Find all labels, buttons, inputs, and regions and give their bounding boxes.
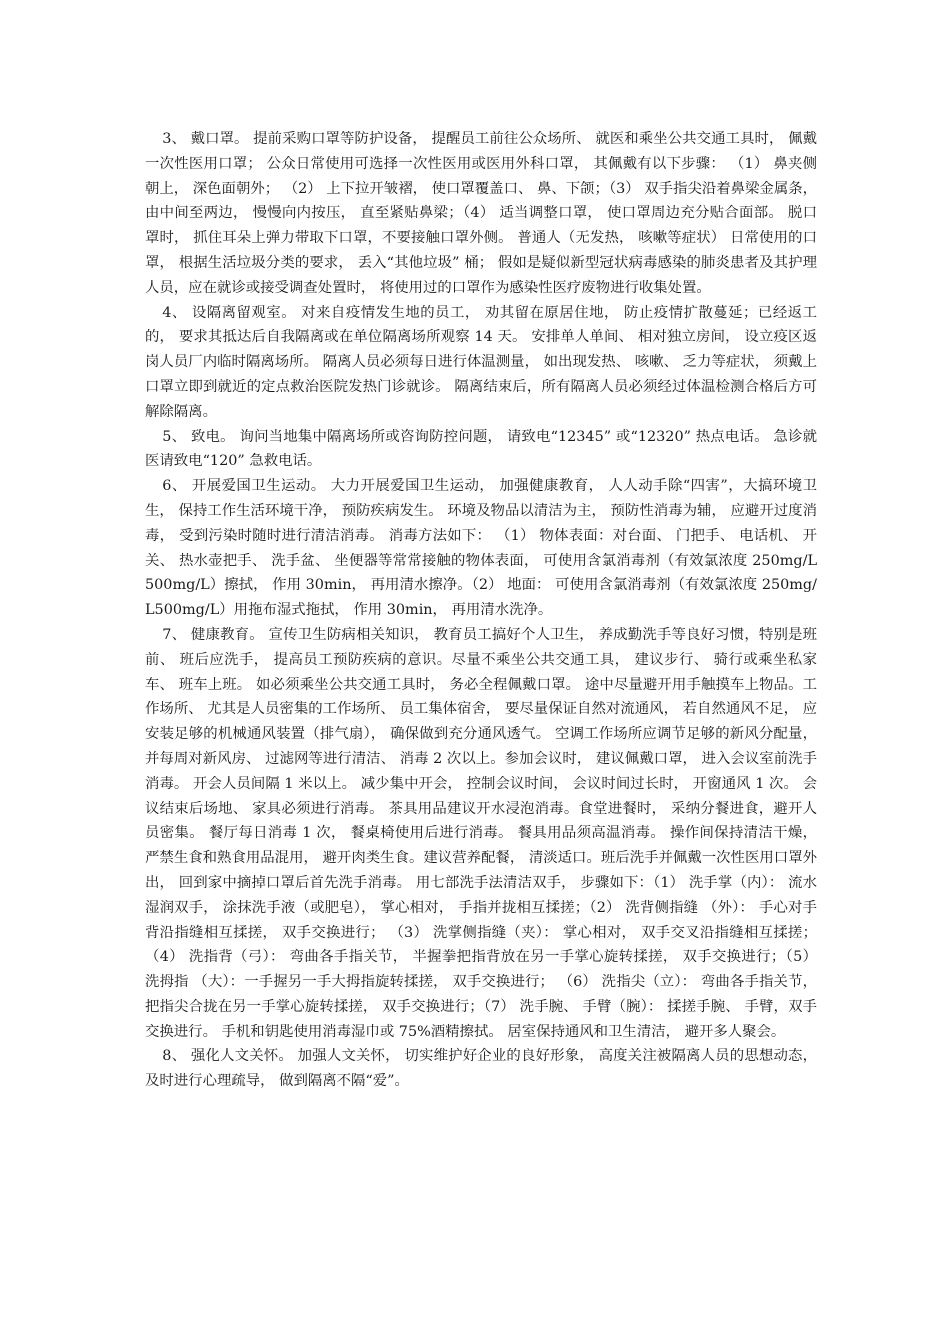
paragraph-sanitation-campaign: 6、 开展爱国卫生运动。 大力开展爱国卫生运动， 加强健康教育， 人人动手除“四害”，大搞环境卫生， 保持工作生活环境干净， 预防疾病发生。 环境及物品以清洁为主， 预防性消毒为辅， 应避开过度消毒， 受到污染时随时进行清洁消毒。 消毒方法如下： （1） 物体表面：对台面、 门把手、 电话机、 开关、 热水壶把手、 洗手盆、 坐便器等常常接触的物体表面， 可使用含氯消毒剂（有效氯浓度 250mg/L500mg/L）擦拭， 作用 30min， 再用清水擦净。（2） 地面： 可使用含氯消毒剂（有效氯浓度 250mg/L500mg/L）用拖布湿式拖拭， 作用 30min， 再用清水洗净。	[145, 478, 817, 619]
paragraph-isolation-room: 4、 设隔离留观室。 对来自疫情发生地的员工， 劝其留在原居住地， 防止疫情扩散蔓延；已经返工的， 要求其抵达后自我隔离或在单位隔离场所观察 14 天。 安排单人单间、 相对独立房间， 设立疫区返岗人员厂内临时隔离场所。 隔离人员必须每日进行体温测量， 如出现发热、 咳嗽、 乏力等症状， 须戴上口罩立即到就近的定点救治医院发热门诊就诊。 隔离结束后，所有隔离人员必须经过体温检测合格后方可解除隔离。	[145, 304, 817, 420]
paragraph-wear-mask: 3、 戴口罩。 提前采购口罩等防护设备， 提醒员工前往公众场所、 就医和乘坐公共交通工具时， 佩戴一次性医用口罩； 公众日常使用可选择一次性医用或医用外科口罩， 其佩戴有以下步骤： （1） 鼻夹侧朝上， 深色面朝外； （2） 上下拉开皱褶， 使口罩覆盖口、 鼻、下颌；（3） 双手指尖沿着鼻梁金属条， 由中间至两边， 慢慢向内按压， 直至紧贴鼻梁；（4） 适当调整口罩， 使口罩周边充分贴合面部。 脱口罩时， 抓住耳朵上弹力带取下口罩，不要接触口罩外侧。 普通人（无发热， 咳嗽等症状） 日常使用的口罩， 根据生活垃圾分类的要求， 丢入“其他垃圾” 桶； 假如是疑似新型冠状病毒感染的肺炎患者及其护理人员，应在就诊或接受调查处置时， 将使用过的口罩作为感染性医疗废物进行收集处置。	[145, 131, 817, 296]
document-body	[145, 127, 817, 1094]
paragraph-humanistic-care: 8、 强化人文关怀。 加强人文关怀， 切实维护好企业的良好形象， 高度关注被隔离人员的思想动态， 及时进行心理疏导， 做到隔离不隔“爱”。	[145, 1048, 817, 1090]
paragraph-phone-call: 5、 致电。 询问当地集中隔离场所或咨询防控问题， 请致电“12345” 或“12320” 热点电话。 急诊就医请致电“120” 急救电话。	[145, 428, 817, 470]
paragraph-health-education: 7、 健康教育。 宣传卫生防病相关知识， 教育员工搞好个人卫生， 养成勤洗手等良好习惯，特别是班前、 班后应洗手， 提高员工预防疾病的意识。尽量不乘坐公共交通工具， 建议步行、 骑行或乘坐私家车、 班车上班。 如必须乘坐公共交通工具时， 务必全程佩戴口罩。 途中尽量避开用手触摸车上物品。工作场所、 尤其是人员密集的工作场所、 员工集体宿舍， 要尽量保证自然对流通风， 若自然通风不足， 应安装足够的机械通风装置（排气扇）， 确保做到充分通风透气。 空调工作场所应调节足够的新风分配量， 并每周对新风房、 过滤网等进行清洁、 消毒 2 次以上。参加会议时， 建议佩戴口罩， 进入会议室前洗手消毒。 开会人员间隔 1 米以上。 减少集中开会， 控制会议时间， 会议时间过长时， 开窗通风 1 次。 会议结束后场地、 家具必须进行消毒。 茶具用品建议开水浸泡消毒。食堂进餐时， 采纳分餐进食，避开人员密集。 餐厅每日消毒 1 次， 餐桌椅使用后进行消毒。 餐具用品须高温消毒。 操作间保持清洁干燥， 严禁生食和熟食用品混用， 避开肉类生食。建议营养配餐， 清淡适口。班后洗手并佩戴一次性医用口罩外出， 回到家中摘掉口罩后首先洗手消毒。 用七部洗手法清洁双手， 步骤如下：（1） 洗手掌（内）： 流水湿润双手， 涂抹洗手液（或肥皂）， 掌心相对， 手指并拢相互揉搓；（2） 洗背侧指缝 （外）： 手心对手背沿指缝相互揉搓， 双手交换进行； （3） 洗掌侧指缝（夹）： 掌心相对， 双手交叉沿指缝相互揉搓； （4） 洗指背（弓）： 弯曲各手指关节， 半握拳把指背放在另一手掌心旋转揉搓， 双手交换进行；（5） 洗拇指 （大）：一手握另一手大拇指旋转揉搓， 双手交换进行； （6） 洗指尖（立）： 弯曲各手指关节， 把指尖合拢在另一手掌心旋转揉搓， 双手交换进行；（7） 洗手腕、 手臂（腕）： 揉搓手腕、 手臂，双手交换进行。 手机和钥匙使用消毒湿巾或 75%酒精擦拭。 居室保持通风和卫生清洁， 避开多人聚会。	[145, 626, 817, 1040]
